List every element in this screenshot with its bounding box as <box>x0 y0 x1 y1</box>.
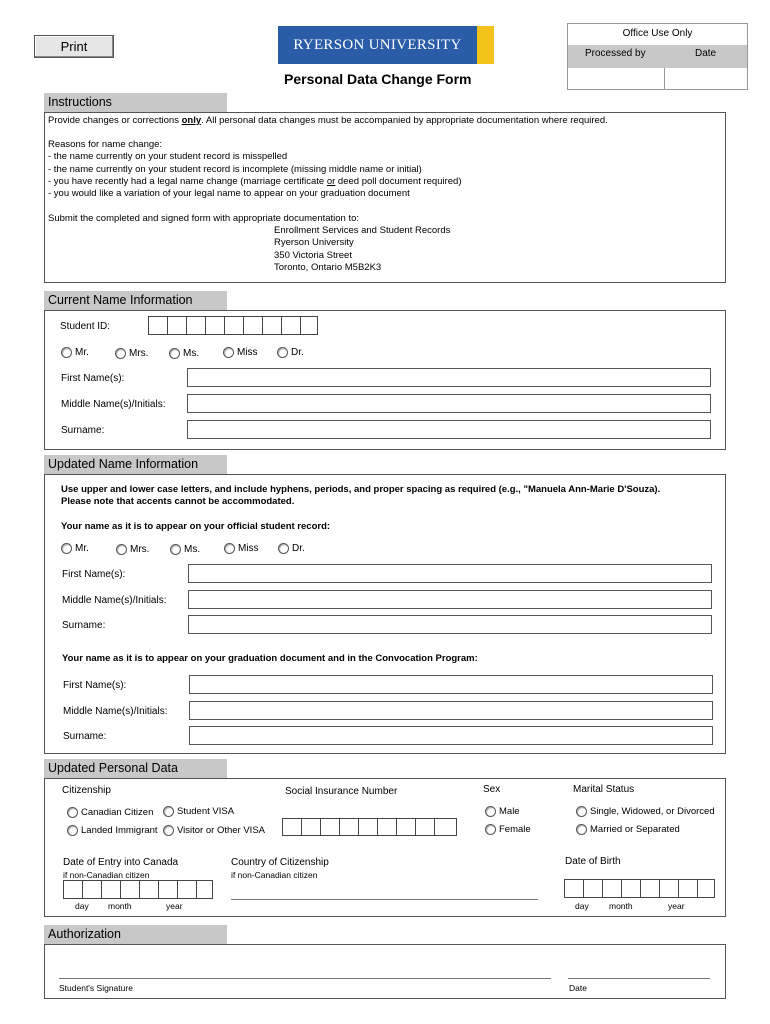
student-id-input[interactable] <box>148 316 318 335</box>
grad-first-name-input[interactable] <box>189 675 713 694</box>
grad-middle-name-input[interactable] <box>189 701 713 720</box>
new-title-ms-radio[interactable] <box>170 544 181 555</box>
new-title-mrs-label: Mrs. <box>130 544 150 555</box>
signature-line[interactable] <box>59 978 551 979</box>
name-format-note: Use upper and lower case letters, and include hyphens, periods, and proper spacing as required (e.g., "Manuela Ann-Marie D'Souza). <box>61 484 661 495</box>
entry-date-label: Date of Entry into Canada <box>63 857 179 868</box>
official-first-name-label: First Name(s): <box>62 569 126 580</box>
office-date-label: Date <box>695 48 717 59</box>
title-miss-label: Miss <box>237 347 258 358</box>
title-mr-radio[interactable] <box>61 347 72 358</box>
dob-day-label: day <box>575 901 589 911</box>
marital-single-radio[interactable] <box>576 806 587 817</box>
dob-year-label: year <box>668 901 685 911</box>
new-title-ms-label: Ms. <box>184 544 201 555</box>
official-surname-input[interactable] <box>188 615 712 634</box>
ryerson-logo <box>278 26 494 64</box>
reasons-list: Reasons for name change: - the name currently on your student record is misspelled - the name currently on your student record is incomplete (missing middle name or initial) - you have recently had a legal name change (marriage certificate or deed poll document required) - you would like a variation of your legal name to appear on your graduation document <box>48 139 462 200</box>
country-note: if non-Canadian citizen <box>231 870 318 880</box>
title-mrs-label: Mrs. <box>129 348 149 359</box>
new-title-miss-label: Miss <box>238 543 259 554</box>
grad-middle-name-label: Middle Name(s)/Initials: <box>63 706 168 717</box>
official-record-heading: Your name as it is to appear on your official student record: <box>61 521 331 532</box>
grad-surname-input[interactable] <box>189 726 713 745</box>
sex-male-radio[interactable] <box>485 806 496 817</box>
grad-surname-label: Surname: <box>63 731 107 742</box>
sex-label: Sex <box>483 784 501 795</box>
title-miss-radio[interactable] <box>223 347 234 358</box>
visitor-visa-radio[interactable] <box>163 825 174 836</box>
instructions-box <box>44 112 726 283</box>
sin-label: Social Insurance Number <box>285 786 398 797</box>
first-name-label: First Name(s): <box>61 373 125 384</box>
new-title-mr-label: Mr. <box>75 543 89 554</box>
sex-female-label: Female <box>499 824 531 835</box>
official-middle-name-label: Middle Name(s)/Initials: <box>62 595 167 606</box>
country-label: Country of Citizenship <box>231 857 329 868</box>
entry-month-label: month <box>108 901 132 911</box>
grad-first-name-label: First Name(s): <box>63 680 127 691</box>
title-ms-label: Ms. <box>183 348 200 359</box>
landed-immigrant-label: Landed Immigrant <box>81 825 158 836</box>
surname-input[interactable] <box>187 420 711 439</box>
entry-day-label: day <box>75 901 89 911</box>
signature-date-label: Date <box>569 983 587 993</box>
landed-immigrant-radio[interactable] <box>67 825 78 836</box>
title-ms-radio[interactable] <box>169 348 180 359</box>
official-middle-name-input[interactable] <box>188 590 712 609</box>
accents-note: Please note that accents cannot be accommodated. <box>61 496 295 507</box>
sin-input[interactable] <box>282 818 457 836</box>
citizenship-label: Citizenship <box>62 785 111 796</box>
title-dr-radio[interactable] <box>277 347 288 358</box>
entry-date-note: if non-Canadian citizen <box>63 870 150 880</box>
page-title: Personal Data Change Form <box>284 71 472 87</box>
marital-married-label: Married or Separated <box>590 824 680 835</box>
updated-name-heading: Updated Name Information <box>44 455 227 474</box>
submit-instructions: Submit the completed and signed form with appropriate documentation to: <box>48 213 360 224</box>
office-use-title: Office Use Only <box>622 28 693 39</box>
processed-by-label: Processed by <box>585 48 646 59</box>
official-surname-label: Surname: <box>62 620 106 631</box>
new-title-miss-radio[interactable] <box>224 543 235 554</box>
instructions-intro: Provide changes or corrections only. All personal data changes must be accompanied by appropriate documentation where required. <box>48 115 608 126</box>
current-name-heading: Current Name Information <box>44 291 227 310</box>
surname-label: Surname: <box>61 425 105 436</box>
entry-date-input[interactable] <box>63 880 213 899</box>
marital-married-radio[interactable] <box>576 824 587 835</box>
student-visa-label: Student VISA <box>177 806 235 817</box>
canadian-citizen-radio[interactable] <box>67 807 78 818</box>
signature-label: Student's Signature <box>59 983 133 993</box>
first-name-input[interactable] <box>187 368 711 387</box>
visitor-visa-label: Visitor or Other VISA <box>177 825 265 836</box>
instructions-heading: Instructions <box>44 93 227 112</box>
authorization-heading: Authorization <box>44 925 227 944</box>
student-visa-radio[interactable] <box>163 806 174 817</box>
middle-name-input[interactable] <box>187 394 711 413</box>
logo-text: RYERSON UNIVERSITY <box>293 36 462 53</box>
dob-input[interactable] <box>564 879 715 898</box>
authorization-box <box>44 944 726 999</box>
middle-name-label: Middle Name(s)/Initials: <box>61 399 166 410</box>
sex-female-radio[interactable] <box>485 824 496 835</box>
dob-month-label: month <box>609 901 633 911</box>
logo-accent-bar <box>477 26 494 64</box>
canadian-citizen-label: Canadian Citizen <box>81 807 154 818</box>
signature-date-line[interactable] <box>568 978 710 979</box>
personal-data-heading: Updated Personal Data <box>44 759 227 778</box>
title-dr-label: Dr. <box>291 347 304 358</box>
mailing-address: Enrollment Services and Student Records Ryerson University 350 Victoria Street Toronto, Ontario M5B2K3 <box>274 225 451 273</box>
office-use-box <box>567 23 748 90</box>
graduation-name-heading: Your name as it is to appear on your graduation document and in the Convocation Program: <box>62 653 478 664</box>
sex-male-label: Male <box>499 806 520 817</box>
country-input[interactable] <box>231 899 538 900</box>
entry-year-label: year <box>166 901 183 911</box>
student-id-label: Student ID: <box>60 321 111 332</box>
print-button[interactable]: Print <box>34 35 114 58</box>
office-use-header-row <box>568 45 747 68</box>
new-title-dr-radio[interactable] <box>278 543 289 554</box>
new-title-dr-label: Dr. <box>292 543 305 554</box>
title-mrs-radio[interactable] <box>115 348 126 359</box>
official-first-name-input[interactable] <box>188 564 712 583</box>
title-mr-label: Mr. <box>75 347 89 358</box>
new-title-mr-radio[interactable] <box>61 543 72 554</box>
marital-single-label: Single, Widowed, or Divorced <box>590 806 715 817</box>
marital-status-label: Marital Status <box>573 784 635 795</box>
office-divider <box>664 68 665 90</box>
new-title-mrs-radio[interactable] <box>116 544 127 555</box>
dob-label: Date of Birth <box>565 856 621 867</box>
